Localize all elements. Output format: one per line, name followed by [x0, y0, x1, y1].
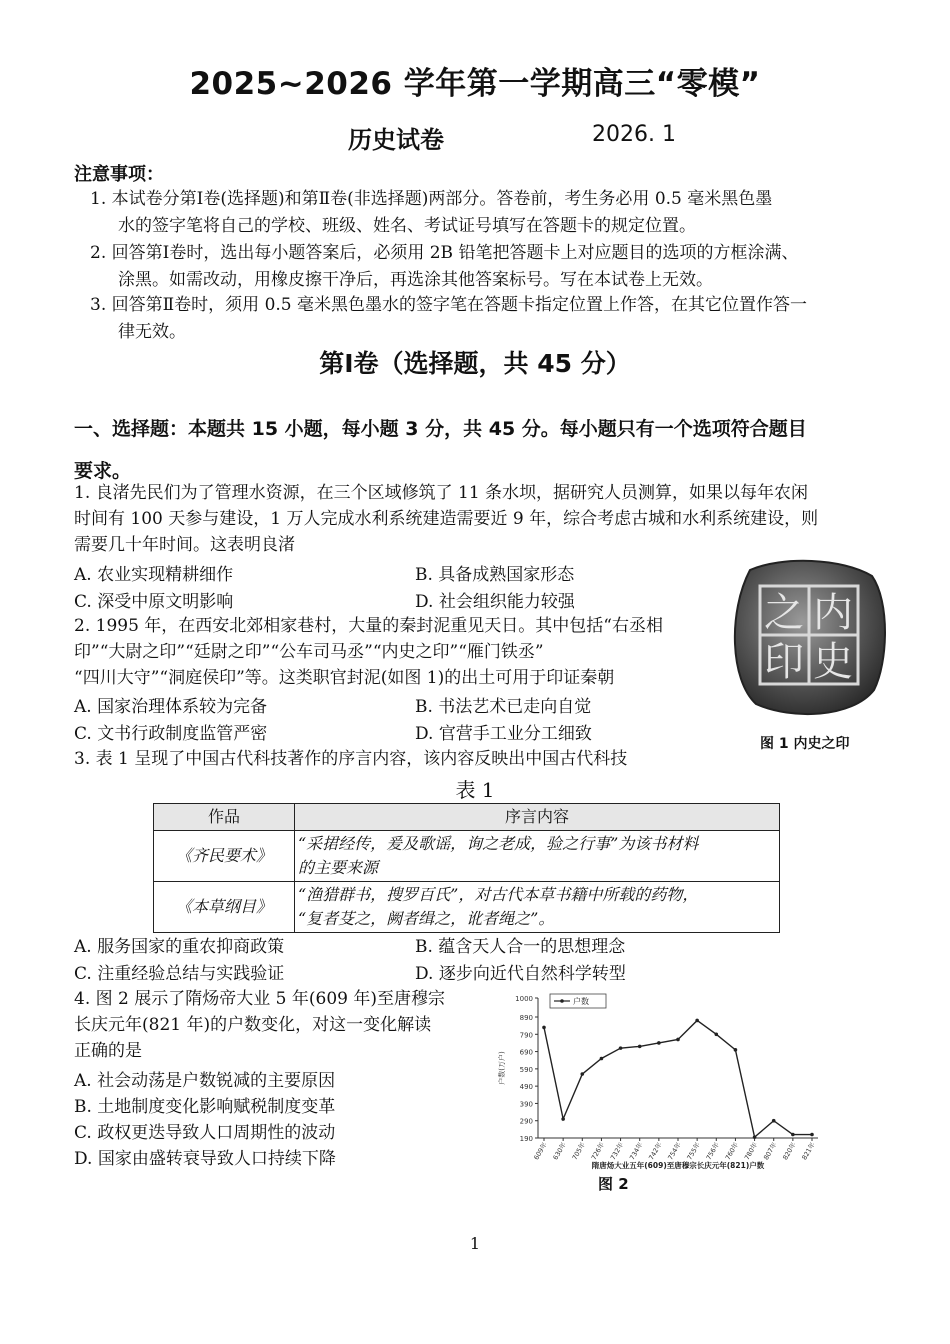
x-tick-label: 630年 — [551, 1141, 568, 1162]
y-tick-label: 1000 — [515, 995, 533, 1003]
x-tick-label: 726年 — [589, 1141, 607, 1162]
data-point — [753, 1135, 757, 1139]
q2-option-c: C. 文书行政制度监管严密 — [74, 724, 268, 744]
seal-char: 史 — [813, 639, 853, 685]
table-1 — [153, 803, 780, 933]
data-point — [542, 1026, 546, 1030]
x-tick-label: 821年 — [800, 1141, 817, 1162]
q2-option-b: B. 书法艺术已走向自觉 — [415, 697, 592, 717]
data-point — [734, 1048, 738, 1052]
table-cell-content — [295, 831, 780, 882]
table-row — [154, 831, 780, 882]
data-point — [657, 1041, 661, 1045]
y-tick-label: 590 — [519, 1065, 533, 1074]
data-point — [810, 1133, 814, 1137]
data-point — [676, 1038, 680, 1042]
legend-label: 户数 — [573, 997, 589, 1006]
q1-option-b: B. 具备成熟国家形态 — [415, 565, 575, 585]
x-tick-label: 705年 — [570, 1141, 588, 1162]
q3-option-c: C. 注重经验总结与实践验证 — [74, 964, 285, 984]
cell-line: “复者芟之，阙者缉之，讹者绳之”。 — [298, 909, 555, 928]
data-point — [714, 1032, 718, 1036]
data-point — [695, 1019, 699, 1023]
seal-char: 印 — [764, 639, 804, 685]
x-axis-label: 隋唐炀大业五年(609)至唐穆宗长庆元年(821)户数 — [591, 1161, 765, 1170]
q1-option-a: A. 农业实现精耕细作 — [74, 565, 234, 585]
y-tick-label: 290 — [519, 1117, 533, 1126]
table-cell-work: 《齐民要术》 — [154, 831, 295, 882]
data-point — [638, 1045, 642, 1049]
data-point — [580, 1072, 584, 1076]
notice-line: 2. 回答第Ⅰ卷时，选出每小题答案后，必须用 2B 铅笔把答题卡上对应题目的选项的方框涂满、 — [90, 243, 799, 263]
households-line-chart — [490, 988, 830, 1173]
notice-line: 3. 回答第Ⅱ卷时，须用 0.5 毫米黑色墨水的签字笔在答题卡指定位置上作答，在其它位置作答一 — [90, 295, 808, 315]
question-4-stem — [74, 986, 445, 1064]
y-tick-label: 790 — [519, 1031, 533, 1040]
table-row — [154, 882, 780, 933]
notice-heading: 注意事项： — [74, 164, 164, 185]
x-tick-label: 820年 — [781, 1141, 798, 1162]
y-tick-label: 890 — [519, 1014, 533, 1023]
data-point — [772, 1119, 776, 1123]
notice-line: 水的签字笔将自己的学校、班级、姓名、考试证号填写在答题卡的规定位置。 — [118, 216, 696, 236]
y-tick-label: 690 — [519, 1048, 533, 1057]
stem-line: 1. 良渚先民们为了管理水资源，在三个区域修筑了 11 条水坝，据研究人员测算，如果以每年农闲 — [74, 483, 809, 503]
x-tick-label: 755年 — [685, 1141, 702, 1162]
q4-option-a: A. 社会动荡是户数锐减的主要原因 — [74, 1071, 336, 1091]
q4-option-c: C. 政权更迭导致人口周期性的波动 — [74, 1123, 336, 1143]
x-tick-label: 742年 — [647, 1141, 664, 1162]
x-tick-label: 734年 — [628, 1141, 645, 1162]
data-point — [791, 1133, 795, 1137]
stem-line: 印”“大尉之印”“廷尉之印”“公车司马丞”“内史之印”“雁门铁丞” — [74, 642, 544, 662]
question-1-stem — [74, 480, 818, 558]
figure-1-caption: 图 1 内史之印 — [760, 736, 850, 752]
exam-date: 2026. 1 — [592, 122, 676, 147]
data-point — [600, 1057, 604, 1061]
x-tick-label: 780年 — [742, 1141, 760, 1162]
y-tick-label: 390 — [519, 1100, 533, 1109]
q1-option-c: C. 深受中原文明影响 — [74, 592, 234, 612]
q2-option-a: A. 国家治理体系较为完备 — [74, 697, 268, 717]
stem-line: “四川大守”“洞庭侯印”等。这类职官封泥(如图 1)的出土可用于印证秦朝 — [74, 668, 615, 688]
table-cell-work: 《本草纲目》 — [154, 882, 295, 933]
table-header-cell: 序言内容 — [295, 804, 780, 831]
x-tick-label: 754年 — [666, 1141, 683, 1162]
page-number: 1 — [469, 1234, 481, 1253]
q4-option-b: B. 土地制度变化影响赋税制度变革 — [74, 1097, 336, 1117]
x-tick-label: 756年 — [704, 1141, 722, 1162]
q4-option-d: D. 国家由盛转衰导致人口持续下降 — [74, 1149, 336, 1169]
stem-line: 4. 图 2 展示了隋炀帝大业 5 年(609 年)至唐穆宗 — [74, 989, 445, 1009]
cell-line: “渔猎群书，搜罗百氏”，对古代本草书籍中所载的药物， — [298, 885, 699, 904]
notice-line: 1. 本试卷分第Ⅰ卷(选择题)和第Ⅱ卷(非选择题)两部分。答卷前，考生务必用 0.5 毫米黑色墨 — [90, 189, 773, 209]
table-header-cell: 作品 — [154, 804, 295, 831]
notice-item — [90, 292, 880, 346]
figure-2-caption: 图 2 — [598, 1175, 629, 1193]
q2-option-d: D. 官营手工业分工细致 — [415, 724, 592, 744]
question-2-stem — [74, 613, 663, 691]
stem-line: 长庆元年(821 年)的户数变化，对这一变化解读 — [74, 1015, 432, 1035]
seal-char: 内 — [813, 590, 853, 636]
exam-title: 2025~2026 学年第一学期高三“零模” — [189, 66, 761, 102]
cell-line: “采捃经传，爰及歌谣，询之老成，验之行事”为该书材料 — [298, 834, 699, 853]
q3-option-b: B. 蕴含天人合一的思想理念 — [415, 937, 626, 957]
q3-option-a: A. 服务国家的重农抑商政策 — [74, 937, 285, 957]
seal-image — [722, 552, 892, 722]
stem-line: 时间有 100 天参与建设，1 万人完成水利系统建造需要近 9 年，综合考虑古城和水利系统建设，则 — [74, 509, 819, 529]
x-tick-label: 732年 — [608, 1141, 626, 1162]
x-tick-label: 609年 — [532, 1141, 549, 1162]
y-tick-label: 490 — [519, 1083, 533, 1092]
stem-line: 2. 1995 年，在西安北郊相家巷村，大量的秦封泥重见天日。其中包括“右丞相 — [74, 616, 663, 636]
y-axis-label: 户数(万户) — [498, 1051, 506, 1085]
legend-marker — [560, 999, 564, 1003]
x-tick-label: 807年 — [762, 1141, 779, 1162]
notice-line: 涂黑。如需改动，用橡皮擦干净后，再选涂其他答案标号。写在本试卷上无效。 — [118, 270, 713, 290]
cell-line: 的主要来源 — [298, 858, 379, 877]
section-line: 要求。 — [74, 460, 132, 482]
table-cell-content — [295, 882, 780, 933]
y-tick-label: 190 — [519, 1135, 533, 1143]
part1-title: 第Ⅰ卷（选择题，共 45 分） — [319, 349, 631, 378]
stem-line: 正确的是 — [74, 1041, 142, 1061]
section-line: 一、选择题：本题共 15 小题，每小题 3 分，共 45 分。每小题只有一个选项符合题目 — [74, 418, 807, 440]
seal-char: 之 — [764, 590, 804, 636]
stem-line: 需要几十年时间。这表明良渚 — [74, 535, 295, 555]
q1-option-d: D. 社会组织能力较强 — [415, 592, 575, 612]
subject-title: 历史试卷 — [348, 126, 444, 154]
data-point — [619, 1046, 623, 1050]
data-point — [561, 1117, 565, 1121]
question-3-stem: 3. 表 1 呈现了中国古代科技著作的序言内容，该内容反映出中国古代科技 — [74, 749, 628, 769]
notice-item — [90, 186, 880, 240]
notice-item — [90, 240, 880, 294]
x-tick-label: 760年 — [723, 1141, 741, 1162]
table-1-caption: 表 1 — [455, 778, 495, 802]
q3-option-d: D. 逐步向近代自然科学转型 — [415, 964, 626, 984]
table-header-row — [154, 804, 780, 831]
notice-line: 律无效。 — [118, 322, 186, 342]
